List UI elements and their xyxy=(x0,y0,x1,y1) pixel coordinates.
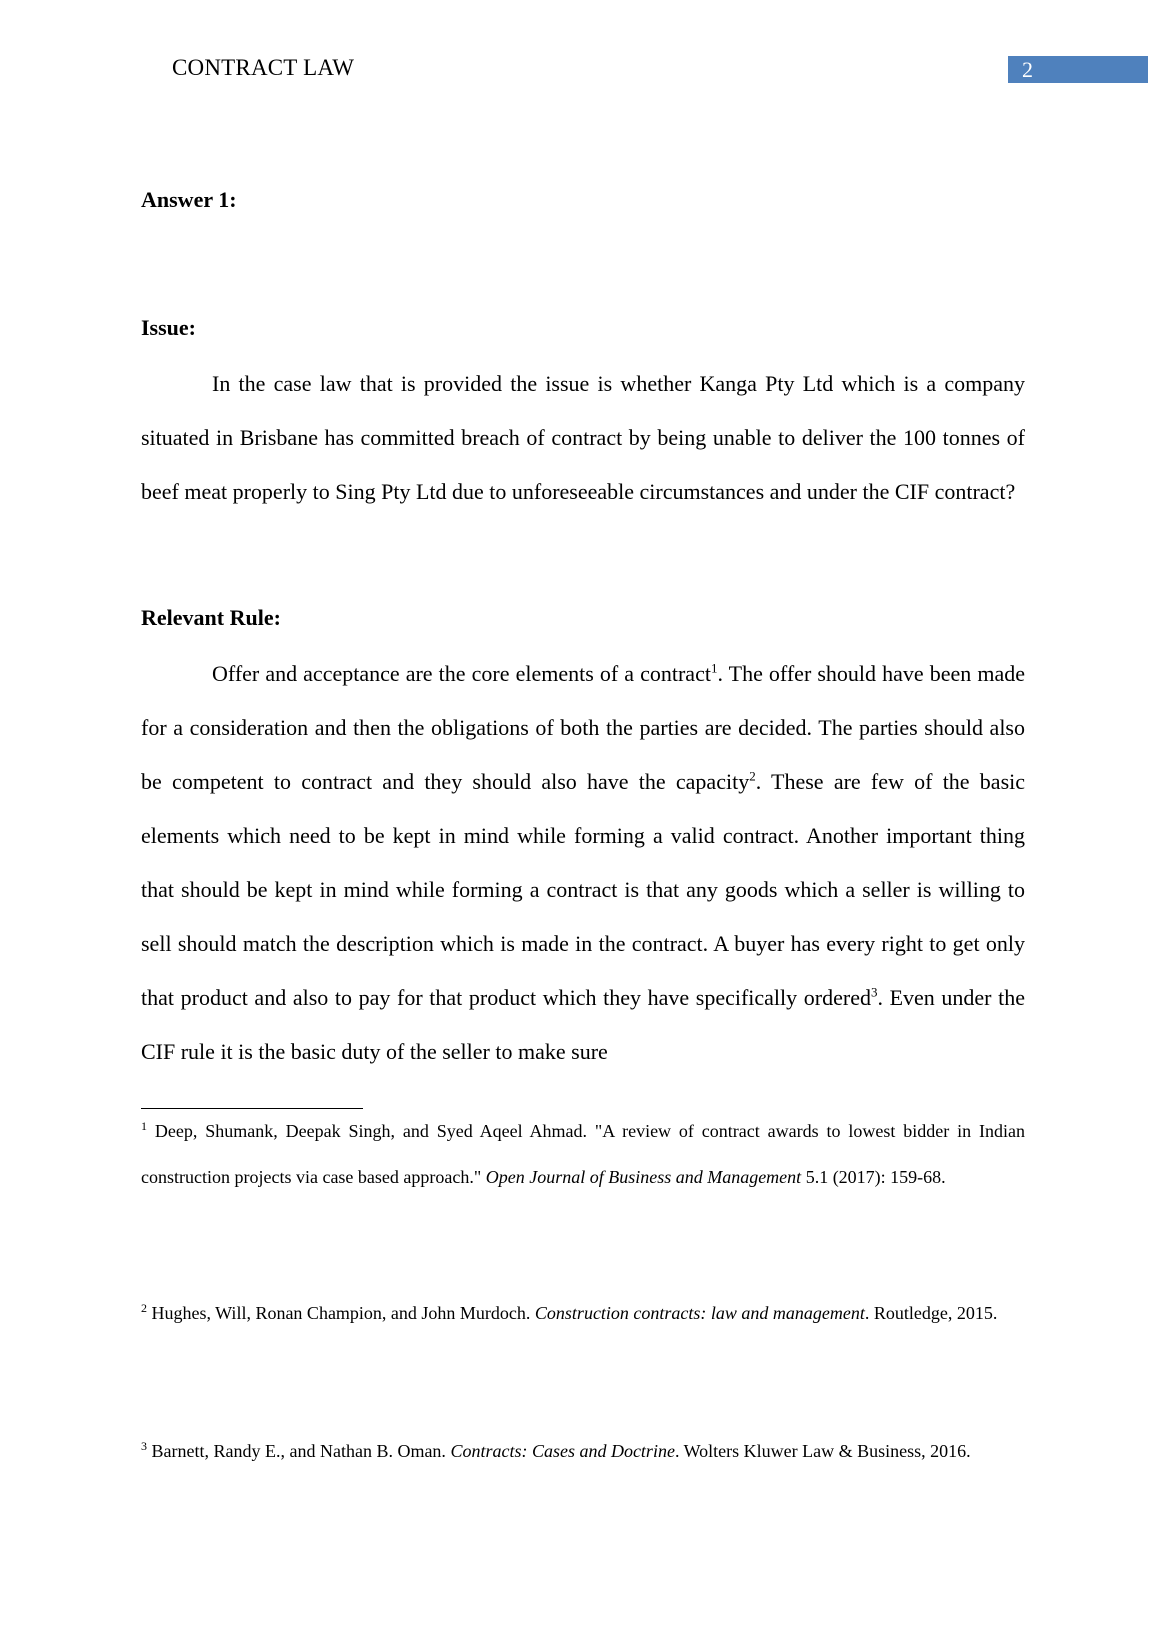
footnote-1-journal: Open Journal of Business and Management xyxy=(485,1167,802,1187)
rule-paragraph xyxy=(141,647,1025,1079)
rule-text-4: . Even under the CIF rule it is the basic duty of the seller to make sure xyxy=(141,985,1025,1064)
footnote-3-number: 3 xyxy=(141,1439,147,1453)
footnote-2-book: Construction contracts: law and management xyxy=(534,1303,865,1323)
footnote-2-tail: . Routledge, 2015. xyxy=(864,1303,998,1323)
footnote-ref-2[interactable]: 2 xyxy=(749,768,756,784)
footnote-3-tail: . Wolters Kluwer Law & Business, 2016. xyxy=(674,1441,971,1461)
footnote-1 xyxy=(141,1108,1025,1200)
page-number-badge: 2 xyxy=(1008,56,1148,83)
rule-text-2: . The offer should have been made for a consideration and then the obligations of both the parties are decided. The parties should also be competent to contract and they should also have the capacity xyxy=(141,661,1025,794)
footnote-2-text: Hughes, Will, Ronan Champion, and John Murdoch. xyxy=(147,1303,535,1323)
footnote-3-book: Contracts: Cases and Doctrine xyxy=(450,1441,675,1461)
footnote-ref-3[interactable]: 3 xyxy=(870,984,878,1000)
footnote-3 xyxy=(141,1428,1025,1474)
heading-relevant-rule: Relevant Rule: xyxy=(141,605,281,630)
rule-text-3: . These are few of the basic elements which need to be kept in mind while forming a valid contract. Another important thing that should be kept in mind while forming a contract is that any goods which a seller is willing to sell should match the description which is made in the contract. A buyer has every right to get only that product and also to pay for that product which they have specifically ordered xyxy=(141,769,1026,1010)
heading-issue: Issue: xyxy=(141,315,197,340)
heading-answer: Answer 1: xyxy=(141,187,237,212)
footnote-1-tail: 5.1 (2017): 159-68. xyxy=(801,1167,946,1187)
footnote-ref-1[interactable]: 1 xyxy=(710,660,718,676)
footnote-1-number: 1 xyxy=(141,1119,147,1133)
footnote-2-number: 2 xyxy=(141,1301,147,1315)
rule-text-1: Offer and acceptance are the core elements of a contract xyxy=(212,661,711,686)
footnote-2 xyxy=(141,1290,1025,1336)
footnote-1-text: Deep, Shumank, Deepak Singh, and Syed Aqeel Ahmad. "A review of contract awards to lowest bidder in Indian construction projects via case based approach." xyxy=(141,1121,1025,1187)
footnote-3-text: Barnett, Randy E., and Nathan B. Oman. xyxy=(147,1441,451,1461)
issue-paragraph: In the case law that is provided the issue is whether Kanga Pty Ltd which is a company situated in Brisbane has committed breach of contract by being unable to deliver the 100 tonnes of beef meat properly to Sing Pty Ltd due to unforeseeable circumstances and under the CIF contract? xyxy=(141,371,1025,504)
running-header-title: CONTRACT LAW xyxy=(172,55,355,80)
